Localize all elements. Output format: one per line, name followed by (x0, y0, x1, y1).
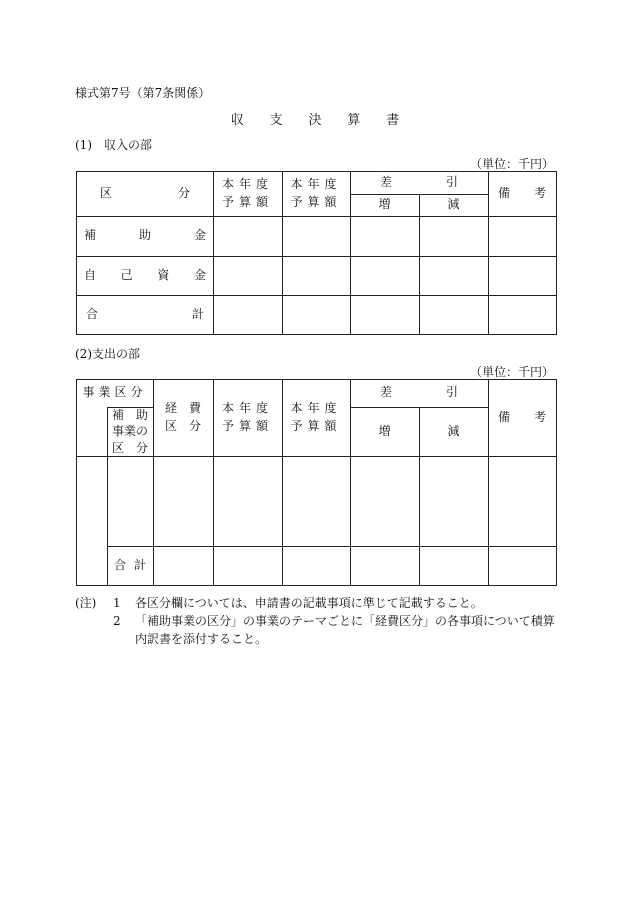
income-section-heading: (1) 収入の部 (75, 138, 152, 152)
expenditure-header-budget: 本年度 予算額 (290, 401, 342, 433)
notes-lead: (注) (75, 596, 97, 610)
form-number: 様式第7号（第7条関係） (75, 86, 211, 100)
income-header-increase: 増 (378, 197, 391, 212)
income-unit-label: （単位：千円） (469, 157, 554, 171)
expenditure-header-difference: 差 引 (380, 385, 458, 400)
expenditure-header-subsidy-division: 補 助 事業の 区 分 (111, 408, 148, 455)
expenditure-header-increase: 増 (378, 423, 391, 438)
notes (75, 594, 565, 648)
expenditure-header-remarks: 備 考 (498, 409, 546, 424)
income-header-budget: 本年度 予算額 (290, 177, 342, 209)
income-header-remarks: 備 考 (498, 185, 546, 200)
income-header-category: 区 分 (100, 185, 190, 200)
document-title (0, 109, 630, 128)
note-item: 2 「補助事業の区分」の事業のテーマごとに「経費区分」の各事項について積算内訳書を添付すること。 (113, 614, 555, 646)
title-char: 支 (269, 113, 283, 128)
expenditure-header-project-division: 事業区分 (82, 385, 147, 400)
income-row-own-funds: 自 己 資 金 (84, 267, 206, 282)
income-header-current-budget: 本年度 予算額 (221, 177, 273, 209)
title-char: 収 (230, 113, 244, 128)
expenditure-header-expense-category: 経 費 区 分 (164, 401, 201, 433)
expenditure-header-current-budget: 本年度 予算額 (221, 401, 273, 433)
income-header-difference: 差 引 (380, 174, 458, 189)
expenditure-row-total: 合 計 (114, 558, 146, 573)
expenditure-header-decrease: 減 (447, 423, 460, 438)
expenditure-unit-label: （単位：千円） (469, 365, 554, 379)
title-char: 書 (386, 113, 400, 128)
title-char: 算 (347, 113, 361, 128)
title-char: 決 (308, 113, 322, 128)
income-row-total: 合 計 (86, 307, 204, 322)
note-item: (注) 1 各区分欄については、申請書の記載事項に準じて記載すること。 (75, 596, 483, 610)
income-row-subsidy: 補 助 金 (84, 228, 206, 243)
income-header-decrease: 減 (447, 197, 460, 212)
expenditure-section-heading: (2)支出の部 (75, 347, 140, 361)
